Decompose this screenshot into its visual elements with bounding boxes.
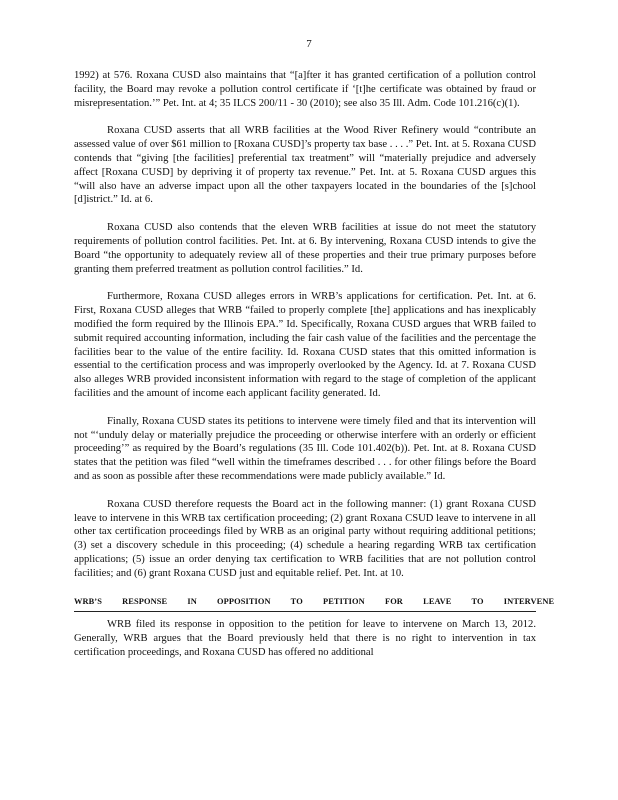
paragraph-requested-relief: Roxana CUSD therefore requests the Board act in the following manner: (1) grant Roxana CUSD leave to intervene in this WRB tax certification proceeding; (2) grant Roxana CSUD leave to intervene in all other tax certification proceedings filed by WRB as an original party without requiring additional petitions; (3) set a discovery schedule in this proceeding; (4) schedule a hearing regarding WRB tax certification applications; (5) issue an order denying tax certification to WRB facilities that are not pollution control facilities; and (6) grant Roxana CUSD just and equitable relief. Pet. Int. at 10. — [74, 498, 536, 579]
paragraph-tax-base: Roxana CUSD asserts that all WRB facilities at the Wood River Refinery would “contribute an assessed value of over $61 million to [Roxana CUSD]’s property tax base . . . .” Pet. Int. at 5. Roxana CUSD contends that “giving [the facilities] preferential tax treatment” will “materially prejudice and adversely affect [Roxana CUSD] by depriving it of property tax revenue.” Pet. Int. at 5. Roxana CUSD argues this “will also have an adverse impact upon all the other taxpayers located in the boundaries of the [s]chool [d]istrict.” Id. at 6. — [74, 125, 536, 206]
paragraph-statutory-requirements: Roxana CUSD also contends that the eleven WRB facilities at issue do not meet the statutory requirements of pollution control facilities. Pet. Int. at 6. By intervening, Roxana CUSD intends to give the Board “the opportunity to adequately review all of these properties and their true primary purposes before granting them preferred treatment as pollution control facilities.” Id. — [74, 222, 536, 275]
paragraph-wrb-response: WRB filed its response in opposition to the petition for leave to intervene on March 13, 2012. Generally, WRB argues that the Board previously held that there is no right to intervention in tax certification proceedings, and Roxana CUSD has offered no additional — [74, 619, 536, 658]
document-body — [74, 69, 555, 660]
page-number: 7 — [306, 38, 312, 50]
section-heading: WRB’S RESPONSE IN OPPOSITION TO PETITION FOR LEAVE TO INTERVENE — [74, 595, 536, 613]
paragraph-continuation: 1992) at 576. Roxana CUSD also maintains that “[a]fter it has granted certification of a pollution control facility, the Board may revoke a pollution control certificate if ‘[t]he certificate was obtained by fraud or misrepresentation.’” Pet. Int. at 4; 35 ILCS 200/11 - 30 (2010); see also 35 Ill. Adm. Code 101.216(c)(1). — [74, 70, 536, 109]
paragraph-timely-filing: Finally, Roxana CUSD states its petitions to intervene were timely filed and that its intervention will not “‘unduly delay or materially prejudice the proceeding or otherwise interfere with an orderly or efficient proceeding’” as required by the Board’s regulations (35 Ill. Code 101.402(b)). Pet. Int. at 8. Roxana CUSD states that the petition was filed “well within the timeframes described . . . for other filings before the Board and as soon as possible after these recommendations were made publicly available.” Id. — [74, 415, 536, 482]
paragraph-application-errors: Furthermore, Roxana CUSD alleges errors in WRB’s applications for certification. Pet. Int. at 6. First, Roxana CUSD alleges that WRB “failed to properly complete [the] applications and has inexplicably modified the form required by the Illinois EPA.” Id. Specifically, Roxana CUSD argues that WRB failed to submit required accounting information, including the fair cash value of the facilities and the percentage the facilities bear to the value of the entire facility. Id. Roxana CUSD states that this omitted information is essential to the certification process and was improperly overlooked by the Agency. Id. at 7. Roxana CUSD also alleges WRB provided inconsistent information with regard to the stage of completion of the applicant facilities and the amount of income each applicant facility generated. Id. — [74, 291, 536, 399]
